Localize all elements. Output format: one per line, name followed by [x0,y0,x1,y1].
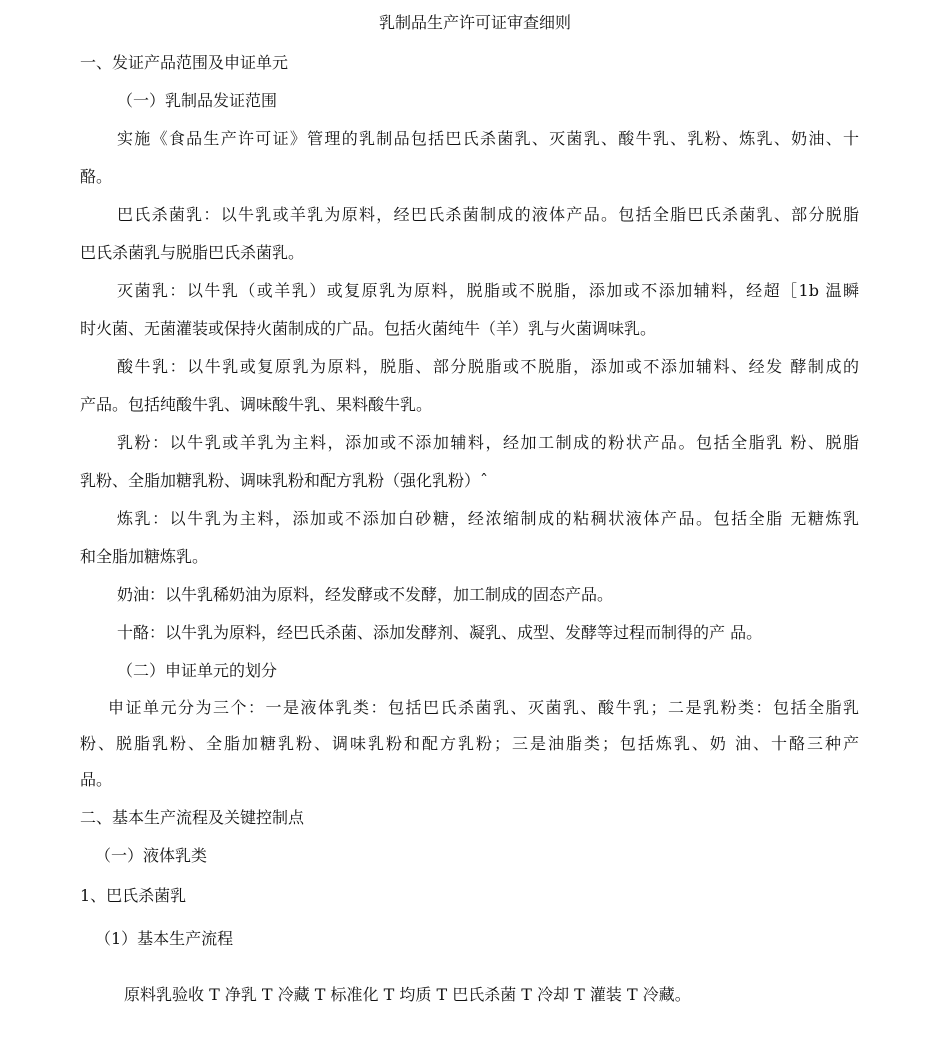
paragraph-5-line-2: 乳粉、全脂加糖乳粉、调味乳粉和配方乳粉（强化乳粉）ˆ [80,471,489,490]
paragraph-7: 奶油：以牛乳稀奶油为原料，经发酵或不发酵，加工制成的固态产品。 [117,585,614,604]
paragraph-1-line-1: 实施《食品生产许可证》管理的乳制品包括巴氏杀菌乳、灭菌乳、酸牛乳、乳粉、炼乳、奶油、十 [117,129,859,148]
paragraph-2-line-1: 巴氏杀菌乳：以牛乳或羊乳为原料，经巴氏杀菌制成的液体产品。包括全脂巴氏杀菌乳、部分脱脂 [117,205,859,224]
paragraph-4-line-2: 产品。包括纯酸牛乳、调味酸牛乳、果料酸牛乳。 [80,395,433,414]
subsection-heading-2-1-1: 1、巴氏杀菌乳 [80,886,187,905]
paragraph-4-line-1: 酸牛乳：以牛乳或复原乳为原料，脱脂、部分脱脂或不脱脂，添加或不添加辅料、经发 酵制成的 [117,357,859,376]
paragraph-6-line-1: 炼乳：以牛乳为主料，添加或不添加白砂糖，经浓缩制成的粘稠状液体产品。包括全脂 无糖炼乳 [117,509,859,528]
subsection-heading-1-2: （二）申证单元的划分 [117,661,278,680]
paragraph-9-line-2: 粉、脱脂乳粉、全脂加糖乳粉、调味乳粉和配方乳粉；三是油脂类；包括炼乳、奶 油、十酪三种产 [80,734,859,753]
section-heading-1: 一、发证产品范围及申证单元 [80,53,289,72]
subsection-heading-1-1: （一）乳制品发证范围 [117,91,278,110]
paragraph-3-line-1: 灭菌乳：以牛乳（或羊乳）或复原乳为原料，脱脂或不脱脂，添加或不添加辅料，经超［1b 温瞬 [117,281,859,300]
paragraph-9-line-3: 品。 [80,770,113,789]
paragraph-9-line-1: 申证单元分为三个：一是液体乳类：包括巴氏杀菌乳、灭菌乳、酸牛乳；二是乳粉类：包括全脂乳 [108,698,859,717]
subsection-heading-2-1: （一）液体乳类 [95,846,208,865]
section-heading-2: 二、基本生产流程及关键控制点 [80,808,305,827]
paragraph-1-line-2: 酪。 [80,167,113,186]
paragraph-8: 十酪：以牛乳为原料，经巴氏杀菌、添加发酵剂、凝乳、成型、发酵等过程而制得的产 品。 [117,623,763,642]
paragraph-5-line-1: 乳粉：以牛乳或羊乳为主料，添加或不添加辅料，经加工制成的粉状产品。包括全脂乳 粉、脱脂 [117,433,859,452]
subsection-heading-2-1-1-1: （1）基本生产流程 [95,929,234,948]
flow-line: 原料乳验收 T 净乳 T 冷藏 T 标准化 T 均质 T 巴氏杀菌 T 冷却 T 灌装 T 冷藏。 [124,985,691,1004]
paragraph-2-line-2: 巴氏杀菌乳与脱脂巴氏杀菌乳。 [80,243,305,262]
paragraph-6-line-2: 和全脂加糖炼乳。 [80,547,209,566]
paragraph-3-line-2: 时火菌、无菌灌装或保持火菌制成的广品。包括火菌纯牛（羊）乳与火菌调味乳。 [80,319,657,338]
document-title: 乳制品生产许可证审查细则 [378,13,571,32]
